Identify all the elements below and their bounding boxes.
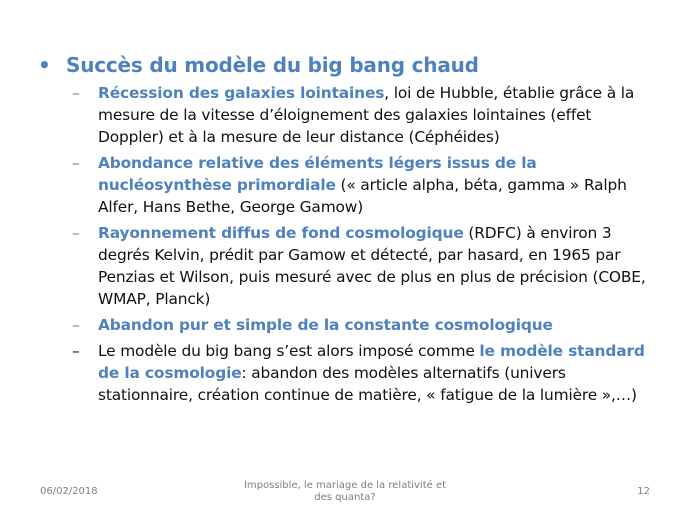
highlight-text: Récession des galaxies lointaines [98,84,385,102]
pre-text: Le modèle du big bang s’est alors imposé comme [98,342,480,360]
main-bullet-text: Succès du modèle du big bang chaud [66,53,479,77]
footer-page-number: 12 [637,486,650,497]
footer-date: 06/02/2018 [40,486,98,497]
dash-icon: – [72,154,80,172]
dash-icon: – [72,224,80,242]
body-text: , loi de Hubble, établie grâce à la mesure de la vitesse d’éloignement des galaxies lointaines (effet Doppler) et à la mesure de leur distance (Céphéides) [98,84,635,146]
highlight-text: Abondance relative des éléments légers issus de la nucléosynthèse primordiale [98,154,537,194]
sub-bullet-recession [72,82,657,148]
sub-bullet-constante [72,314,657,336]
sub-bullet-list [72,82,657,410]
dash-icon: – [72,342,80,360]
sub-bullet-rayonnement [72,222,657,310]
sub-bullet-abondance [72,152,657,218]
footer-title: Impossible, le mariage de la relativité et des quanta? [243,480,447,503]
body-text: (RDFC) à environ 3 degrés Kelvin, prédit par Gamow et détecté, par hasard, en 1965 par Penzias et Wilson, puis mesuré avec de plus en plus de précision (COBE, WMAP, Planck) [98,224,646,308]
main-bullet [38,52,658,78]
dash-icon: – [72,84,80,102]
body-text: : abandon des modèles alternatifs (univers stationnaire, création continue de matière, « fatigue de la lumière »,…) [98,364,637,404]
body-text: (« article alpha, béta, gamma » Ralph Alfer, Hans Bethe, George Gamow) [98,176,627,216]
sub-bullet-modele-standard [72,340,657,406]
bullet-dot: • [38,53,51,77]
highlight-text: Rayonnement diffus de fond cosmologique [98,224,464,242]
highlight-text: le modèle standard de la cosmologie [98,342,645,382]
dash-icon: – [72,316,80,334]
highlight-text: Abandon pur et simple de la constante cosmologique [98,316,553,334]
